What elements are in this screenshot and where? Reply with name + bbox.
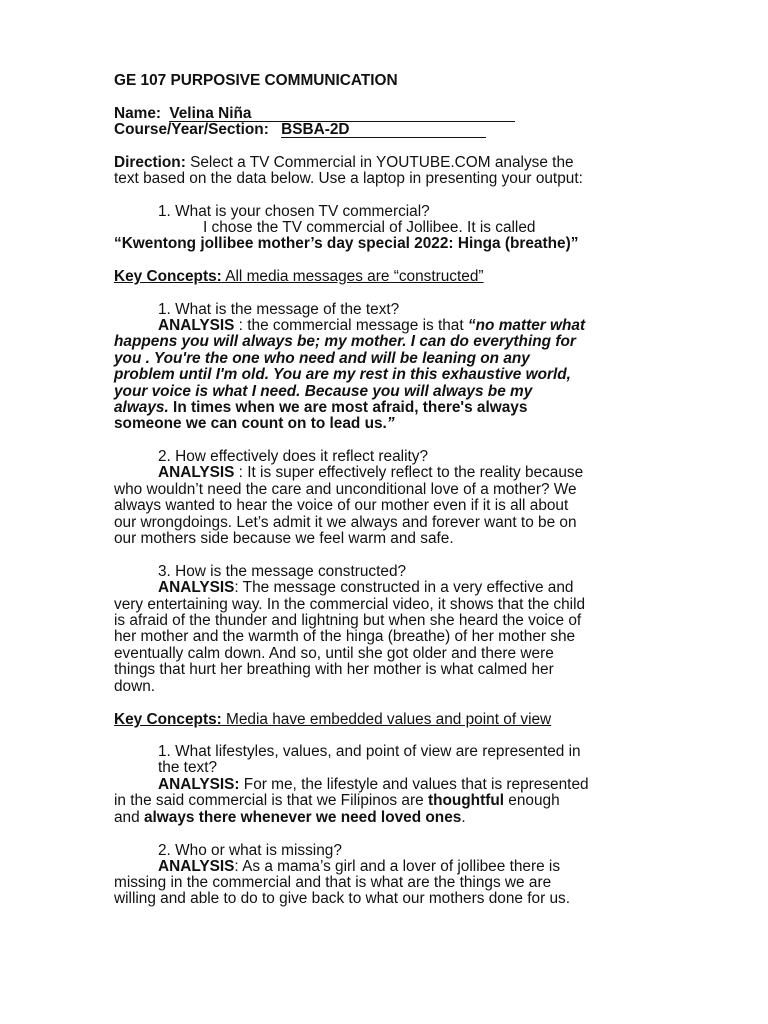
analysis-1-line-3: you . You're the one who need and will be leaning on any bbox=[114, 350, 530, 367]
analysis-3-line-3: is afraid of the thunder and lightning but when she heard the voice of bbox=[114, 612, 582, 629]
analysis-1-line-6: always. In times when we are most afraid, there's always bbox=[114, 399, 528, 416]
analysis-label: ANALYSIS: bbox=[158, 776, 240, 793]
analysis-3-line-1: ANALYSIS: The message constructed in a very effective and bbox=[158, 579, 574, 596]
analysis-2-line-5: our mothers side because we feel warm and safe. bbox=[114, 530, 454, 547]
key-concept-1: Key Concepts: All media messages are “constructed” bbox=[114, 268, 484, 285]
analysis-1-line-7: someone we can count on to lead us.” bbox=[114, 415, 395, 432]
analysis-5-line-2: missing in the commercial and that is what are the things we are bbox=[114, 874, 552, 891]
analysis-2-line-1: ANALYSIS : It is super effectively reflect to the reality because bbox=[158, 464, 584, 481]
section-line bbox=[114, 122, 486, 138]
analysis-1-line-2: happens you will always be; my mother. I can do everything for bbox=[114, 333, 576, 350]
analysis-label: ANALYSIS bbox=[158, 464, 235, 481]
analysis-1-line-4: problem until I'm old. You are my rest in this exhaustive world, bbox=[114, 366, 571, 383]
analysis-5-line-3: willing and able to do to give back to what our mothers done for us. bbox=[114, 890, 571, 907]
question-3: 3. How is the message constructed? bbox=[158, 563, 407, 580]
direction-line-1: Direction: Select a TV Commercial in YOUTUBE.COM analyse the bbox=[114, 154, 574, 171]
section-field bbox=[281, 122, 486, 138]
question-1: 1. What is the message of the text? bbox=[158, 301, 400, 318]
analysis-4-line-2: in the said commercial is that we Filipinos are thoughtful enough bbox=[114, 792, 560, 809]
analysis-5-line-1: ANALYSIS: As a mama’s girl and a lover of jollibee there is bbox=[158, 858, 561, 875]
analysis-2-line-2: who wouldn’t need the care and unconditional love of a mother? We bbox=[114, 481, 577, 498]
analysis-4-line-1: ANALYSIS: For me, the lifestyle and values that is represented bbox=[158, 776, 589, 793]
commercial-title: “Kwentong jollibee mother’s day special 2022: Hinga (breathe)” bbox=[114, 235, 579, 252]
analysis-3-line-7: down. bbox=[114, 678, 156, 695]
question-4-line-1: 1. What lifestyles, values, and point of view are represented in bbox=[158, 743, 581, 760]
question-4-line-2: the text? bbox=[158, 759, 218, 776]
analysis-1-line-1: ANALYSIS : the commercial message is that “no matter what bbox=[158, 317, 586, 334]
analysis-3-line-6: things that hurt her breathing with her mother is what calmed her bbox=[114, 661, 554, 678]
section-value: BSBA-2D bbox=[281, 121, 350, 138]
analysis-3-line-5: eventually calm down. And so, until she got older and there were bbox=[114, 645, 554, 662]
name-label: Name: bbox=[114, 105, 162, 122]
analysis-2-line-3: always wanted to hear the voice of our mother even if it is all about bbox=[114, 497, 569, 514]
direction-line-2: text based on the data below. Use a laptop in presenting your output: bbox=[114, 170, 583, 187]
name-line bbox=[114, 106, 515, 122]
analysis-1-line-5: your voice is what I need. Because you will always be my bbox=[114, 383, 533, 400]
section-label: Course/Year/Section: bbox=[114, 121, 269, 138]
name-value: Velina Niña bbox=[169, 105, 252, 122]
analysis-label: ANALYSIS bbox=[158, 579, 235, 596]
course-title: GE 107 PURPOSIVE COMMUNICATION bbox=[114, 72, 398, 89]
analysis-label: ANALYSIS bbox=[158, 317, 235, 334]
question-2: 2. How effectively does it reflect reality? bbox=[158, 448, 429, 465]
question-5: 2. Who or what is missing? bbox=[158, 842, 342, 859]
intro-question: 1. What is your chosen TV commercial? bbox=[158, 203, 430, 220]
direction-label: Direction: bbox=[114, 154, 186, 171]
analysis-4-line-3: and always there whenever we need loved ones. bbox=[114, 809, 466, 826]
analysis-3-line-4: her mother and the warmth of the hinga (breathe) of her mother she bbox=[114, 628, 576, 645]
intro-answer: I chose the TV commercial of Jollibee. It is called bbox=[203, 219, 536, 236]
analysis-label: ANALYSIS bbox=[158, 858, 235, 875]
analysis-2-line-4: our wrongdoings. Let’s admit it we always and forever want to be on bbox=[114, 514, 577, 531]
analysis-3-line-2: very entertaining way. In the commercial video, it shows that the child bbox=[114, 596, 586, 613]
name-field bbox=[169, 106, 515, 122]
key-concept-2: Key Concepts: Media have embedded values and point of view bbox=[114, 711, 552, 728]
